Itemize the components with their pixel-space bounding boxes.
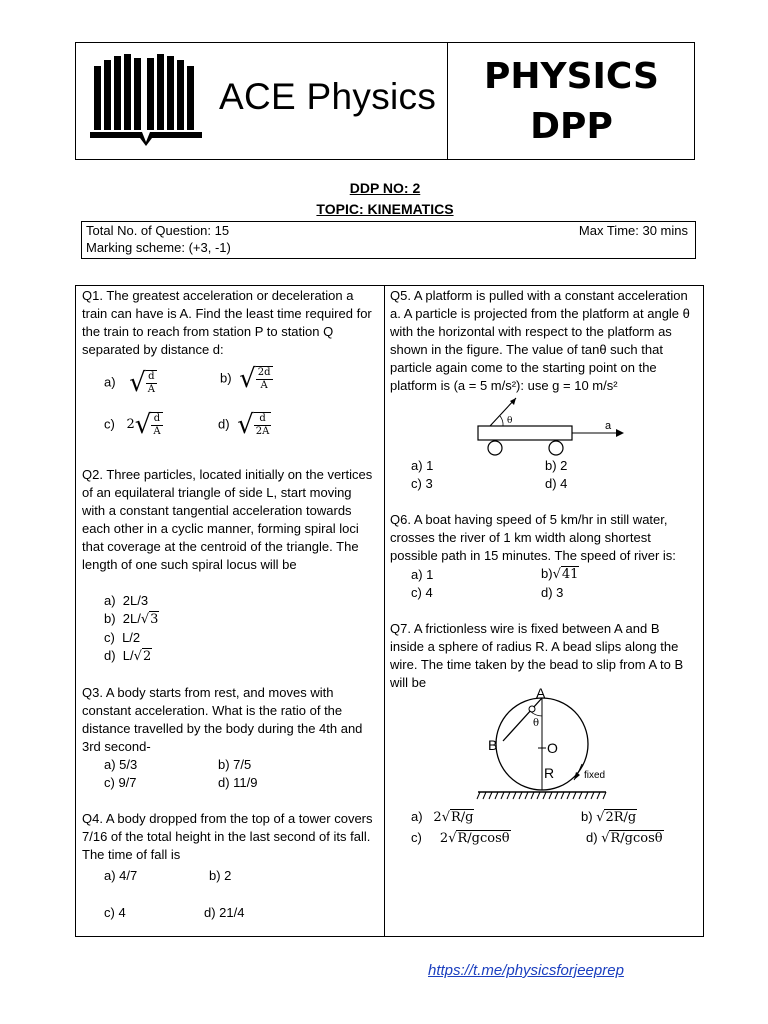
q7-label-B: B: [488, 737, 498, 753]
q4-option-c: c) 4: [104, 905, 126, 920]
q4-option-a: a) 4/7: [104, 868, 138, 883]
topic-title: TOPIC: KINEMATICS: [316, 201, 454, 217]
ddp-number: DDP NO: 2: [349, 180, 421, 196]
q7-label-fixed: fixed: [584, 770, 606, 781]
column-divider: [384, 285, 385, 937]
q6-option-d: d) 3: [541, 585, 564, 600]
q3-option-b: b) 7/5: [218, 757, 252, 772]
q6-option-a: a) 1: [411, 567, 434, 582]
q1-option-d: d) √ $\frac{d}{2A}$: [218, 410, 270, 440]
q4-option-d: d) 21/4: [204, 905, 245, 920]
q1-option-a: a) √ $\frac{d}{A}$: [104, 368, 155, 398]
q5-option-b: b) 2: [545, 458, 568, 473]
q7-option-a: a) 2√R/g: [411, 809, 474, 825]
q1-option-c: c) 2√ $\frac{d}{A}$: [104, 410, 161, 440]
q6-text: Q6. A boat having speed of 5 km/hr in still water, crosses the river of 1 km width along shortest possible path in 15 minutes. The speed of river is:: [390, 512, 676, 563]
q6-option-c: c) 4: [411, 585, 433, 600]
q5-platform-figure: [470, 392, 630, 458]
q5-option-a: a) 1: [411, 458, 434, 473]
q5-option-d: d) 4: [545, 476, 568, 491]
q7-option-b: b) √2R/g: [581, 809, 637, 825]
telegram-link[interactable]: https://t.me/physicsforjeeprep: [428, 962, 624, 979]
q1-text: Q1. The greatest acceleration or deceleration a train can have is A. Find the least time required for the train to reach from station P to station Q separated by distance d:: [82, 288, 372, 357]
q2-text: Q2. Three particles, located initially on the vertices of an equilateral triangle of side L, start moving with a constant tangential acceleration towards each other in a cyclic manner, forming spiral loci that coverage at the centroid of the triangle. The length of one such spiral locus will be: [82, 467, 373, 572]
q6-option-b: b)√41: [541, 566, 579, 582]
q3-option-c: c) 9/7: [104, 775, 137, 790]
q4-text: Q4. A body dropped from the top of a tower covers 7/16 of the total height in the last second of its fall. The time of fall is: [82, 811, 373, 862]
q5-text: Q5. A platform is pulled with a constant acceleration a. A particle is projected from the platform at angle θ with the horizontal with respect to the platform as shown in the figure. The value of tanθ such that particle again come to the starting point on the platform is (a = 5 m/s²): use g = 10 m/s²: [390, 288, 690, 393]
q3-option-d: d) 11/9: [218, 775, 258, 790]
q7-label-A: A: [536, 686, 546, 701]
marking-scheme: Marking scheme: (+3, -1): [86, 240, 231, 255]
q7-text: Q7. A frictionless wire is fixed between A and B inside a sphere of radius R. A bead slips along the wire. The time taken by the bead to slip from A to B will be: [390, 621, 684, 690]
brand-name: ACE Physics: [219, 76, 437, 117]
q5-theta-label: θ: [507, 416, 513, 426]
q4-option-b: b) 2: [209, 868, 232, 883]
q3-option-a: a) 5/3: [104, 757, 138, 772]
q7-option-d: d) √R/gcosθ: [586, 830, 663, 846]
book-logo-icon: [88, 52, 208, 148]
q7-label-theta: θ: [533, 718, 540, 729]
q7-label-R: R: [544, 765, 555, 781]
total-questions: Total No. of Question: 15: [86, 223, 230, 238]
q2-options: a) 2L/3 b) 2L/√3 c) L/2 d) L/√2: [104, 593, 159, 664]
q5-option-c: c) 3: [411, 476, 433, 491]
q3-text: Q3. A body starts from rest, and moves with constant acceleration. What is the ratio of the distance travelled by the body during the 4th and 3rd second-: [82, 685, 363, 754]
q7-option-c: c) 2√R/gcosθ: [411, 830, 510, 846]
dpp-title: [448, 52, 695, 152]
title-line-dpp: DPP: [530, 106, 613, 147]
q1-option-b: b) √ $\frac{2d}{A}$: [220, 364, 271, 394]
q5-a-label: a: [605, 420, 612, 432]
max-time: Max Time: 30 mins: [578, 223, 688, 238]
q7-label-O: O: [547, 740, 558, 756]
title-line-physics: PHYSICS: [484, 56, 659, 97]
q7-sphere-figure: [472, 686, 632, 804]
